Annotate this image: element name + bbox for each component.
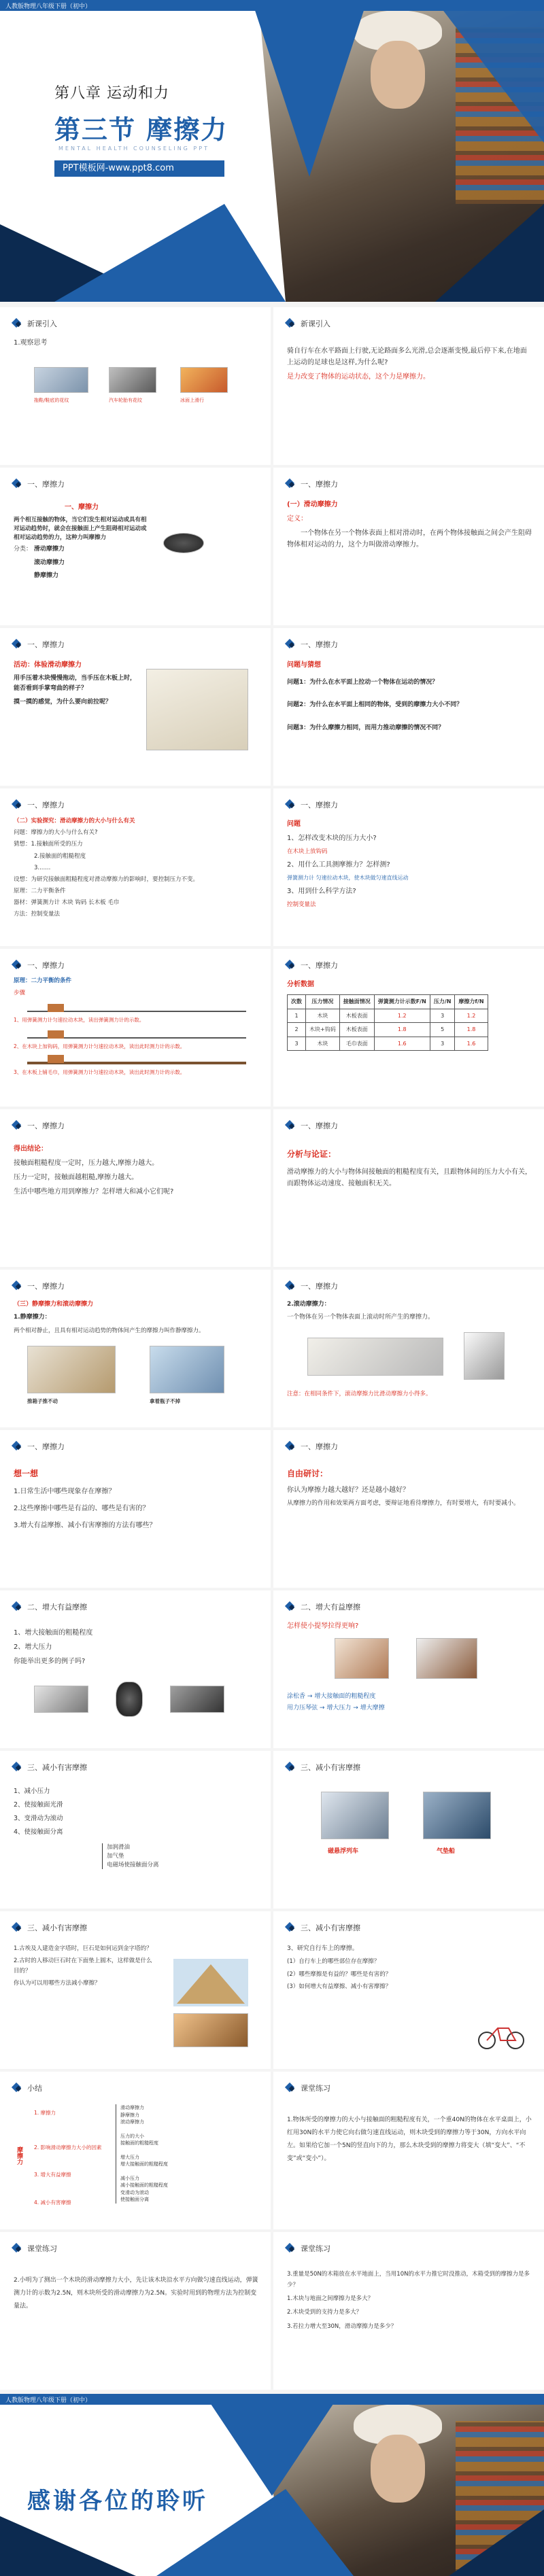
exercise-3: 3.重量是50N的木箱放在水平地面上，当用10N的水平力推它时没推动，木箱受到的摩擦力是多少？ bbox=[287, 2271, 530, 2289]
navy-triangle-br bbox=[435, 204, 544, 302]
board-2 bbox=[27, 1029, 246, 1039]
slide-header: 一、摩擦力 bbox=[301, 801, 338, 810]
slide-26 bbox=[273, 2232, 544, 2390]
slide-header: 一、摩擦力 bbox=[301, 1442, 338, 1451]
slide-11 bbox=[0, 1109, 271, 1267]
rosin-label: 涂松香 bbox=[287, 1693, 306, 1700]
diamond-icon bbox=[286, 1923, 295, 1932]
photo-slippers bbox=[34, 367, 88, 393]
slide-01 bbox=[0, 307, 271, 465]
kind-rolling: 滚动摩擦力 bbox=[34, 559, 65, 566]
slide-07 bbox=[0, 788, 271, 946]
slide-02 bbox=[273, 307, 544, 465]
summary-leaf: 接触面的粗糙程度 bbox=[120, 2140, 158, 2146]
slide-header: 小结 bbox=[27, 2084, 42, 2093]
caption-3: 冰面上滑行 bbox=[180, 398, 204, 403]
activity-text-1: 用手压着木块慢慢拖动，当手压在木板上时，能否看到手掌弯曲的样子？ bbox=[14, 675, 137, 693]
experiment-line: 3....... bbox=[34, 864, 51, 871]
caption-1: 拖鞋/鞋底的花纹 bbox=[34, 398, 69, 403]
summary-leaf: 压力的大小 bbox=[120, 2133, 144, 2139]
diamond-icon bbox=[12, 1762, 22, 1772]
bike-title: 3、研究自行车上的摩擦。 bbox=[287, 1945, 358, 1952]
slide-header: 一、摩擦力 bbox=[301, 1121, 338, 1130]
diamond-icon bbox=[286, 960, 295, 970]
pressure-label: 增大压力 bbox=[326, 1705, 352, 1712]
slide-06 bbox=[273, 628, 544, 786]
question-2: 问题2：为什么在水平面上相同的物体，受到的摩擦力大小不同？ bbox=[287, 701, 463, 709]
end-slide bbox=[0, 2394, 544, 2576]
summary-leaf: 滑动摩擦力 bbox=[120, 2105, 144, 2110]
diamond-icon bbox=[286, 1281, 295, 1291]
experiment-line: 原理：二力平衡条件 bbox=[14, 888, 66, 895]
slide-08 bbox=[273, 788, 544, 946]
slide-19 bbox=[0, 1751, 271, 1909]
diamond-icon bbox=[286, 800, 295, 810]
answer-1: 在木块上放钩码 bbox=[287, 848, 328, 855]
diamond-icon bbox=[12, 319, 22, 328]
summary-node: 3. 增大有益摩擦 bbox=[34, 2172, 71, 2178]
method-magnet: 电磁场使接触面分离 bbox=[107, 1861, 159, 1868]
press-label: 用力压琴弦 bbox=[287, 1705, 318, 1712]
summary-leaf: 静摩擦力 bbox=[120, 2112, 139, 2118]
activity-text-2: 摸一摸的感觉，为什么要向前拉呢？ bbox=[14, 698, 112, 706]
cover-band bbox=[0, 0, 544, 11]
pyramid-q3: 你认为可以用哪些方法减小摩擦？ bbox=[14, 1980, 101, 1987]
summary-leaf: 减小接触面的粗糙程度 bbox=[120, 2182, 168, 2188]
kind-static: 静摩擦力 bbox=[34, 572, 59, 579]
principle-title: 原理：二力平衡的条件 bbox=[14, 977, 72, 984]
experiment-line: 器材：弹簧测力计 木块 钩码 长木板 毛巾 bbox=[14, 899, 120, 907]
slide-header: 新课引入 bbox=[27, 319, 57, 328]
diamond-icon bbox=[286, 1121, 295, 1130]
slide-17 bbox=[0, 1590, 271, 1748]
board-1 bbox=[27, 1003, 246, 1012]
slide-05 bbox=[0, 628, 271, 786]
bike-q3: (3）如何增大有益摩擦、减小有害摩擦？ bbox=[287, 1983, 392, 1991]
increase-1: 1、增大接触面的粗糙程度 bbox=[14, 1629, 93, 1637]
table-header: 摩擦力f/N bbox=[455, 995, 488, 1009]
diamond-icon bbox=[286, 640, 295, 649]
exercise-2: 2.小明为了测出一个木块的滑动摩擦力大小，先让该木块沿水平方向做匀速直线运动，弹簧测力计的示数为2.5N，则木块所受的滑动摩擦力为2.5N。实验时用到的物理方法为控制变量法。 bbox=[14, 2277, 258, 2310]
slide-18: 二、增大有益摩擦 怎样使小提琴拉得更响? 涂松香 → 增大接触面的粗糙程度 用力压琴弦 → 增大压力 → 增大摩擦 bbox=[273, 1590, 544, 1748]
slide-header: 新课引入 bbox=[301, 319, 330, 328]
table-header: 接触面情况 bbox=[339, 995, 374, 1009]
diamond-icon bbox=[12, 800, 22, 810]
caption-bottle: 拿着瓶子不掉 bbox=[150, 1398, 180, 1404]
rolling-title: 2.滚动摩擦力： bbox=[287, 1301, 330, 1308]
slide-header: 一、摩擦力 bbox=[301, 1282, 338, 1291]
reduce-4: 4、使接触面分离 bbox=[14, 1828, 63, 1837]
summary-leaf: 增大压力 bbox=[120, 2154, 139, 2160]
slide-10 bbox=[273, 949, 544, 1107]
end-band-label: 人教版物理八年级下册（初中） bbox=[5, 2397, 92, 2404]
exercise-3-q2: 2.木块受到的支持力是多大？ bbox=[287, 2309, 362, 2316]
slide-header: 一、摩擦力 bbox=[27, 480, 65, 489]
diamond-icon bbox=[12, 1281, 22, 1291]
step-2: 2、在木块上加钩码，用弹簧测力计匀速拉动木块，读出此时测力计的示数。 bbox=[14, 1043, 186, 1049]
question-3: 3、用到什么科学方法? bbox=[287, 888, 356, 896]
table-row: 3 木块 毛巾表面 1.6 3 1.6 bbox=[288, 1037, 488, 1051]
site-label: PPT模板网-www.ppt8.com bbox=[54, 160, 224, 177]
slide-header: 一、摩擦力 bbox=[27, 640, 65, 649]
slide-header: 二、增大有益摩擦 bbox=[27, 1603, 87, 1612]
analysis-title: 分析与论证： bbox=[287, 1149, 337, 1159]
summary-leaf: 变滑动为滚动 bbox=[120, 2189, 149, 2195]
photo-road bbox=[170, 1686, 224, 1713]
cover-subtitle: MENTAL HEALTH COUNSELING PPT bbox=[58, 145, 209, 152]
experiment-line: 问题：摩擦力的大小与什么有关? bbox=[14, 829, 98, 837]
slide-header: 二、增大有益摩擦 bbox=[301, 1603, 360, 1612]
bicycle-image bbox=[477, 2020, 525, 2050]
static-title: （三）静摩擦力和滚动摩擦力 bbox=[14, 1301, 94, 1308]
definition-label: 定义： bbox=[287, 515, 307, 523]
photo-rosin bbox=[416, 1638, 477, 1679]
slide-header: 一、摩擦力 bbox=[301, 961, 338, 970]
slide-header: 课堂练习 bbox=[301, 2244, 330, 2253]
slide-09 bbox=[0, 949, 271, 1107]
photo-tire bbox=[109, 367, 156, 393]
diamond-icon bbox=[286, 1762, 295, 1772]
analysis-text: 滑动摩擦力的大小与物体间接触面的粗糙程度有关，且跟物体间的压力大小有关，而跟物体运动速度、接触面积无关。 bbox=[287, 1168, 532, 1188]
experiment-line: 方法：控制变量法 bbox=[14, 911, 61, 918]
caption-hovercraft: 气垫船 bbox=[437, 1848, 456, 1855]
photo-bottle bbox=[150, 1346, 224, 1393]
answer-3: 控制变量法 bbox=[287, 901, 316, 909]
slide-14 bbox=[273, 1270, 544, 1427]
summary-node: 4. 减小有害摩擦 bbox=[34, 2199, 71, 2206]
static-label: 1.静摩擦力： bbox=[14, 1314, 51, 1321]
definition-text: 两个相互接触的物体，当它们发生相对运动或具有相对运动趋势时，就会在接触面上产生阻碍相对运动或相对运动趋势的力，这种力叫摩擦力 bbox=[14, 517, 147, 541]
think-q1: 1.日常生活中哪些现象存在摩擦？ bbox=[14, 1488, 116, 1496]
photo-hovercraft bbox=[423, 1792, 491, 1839]
kind-sliding: 滑动摩擦力 bbox=[33, 546, 65, 553]
slide-header: 三、减小有害摩擦 bbox=[27, 1924, 87, 1932]
slide-16 bbox=[273, 1430, 544, 1588]
table-row: 1 木块 木板表面 1.2 3 1.2 bbox=[288, 1009, 488, 1023]
step-3: 3、在木板上铺毛巾，用弹簧测力计匀速拉动木块，读出此时测力计的示数。 bbox=[14, 1069, 186, 1076]
reduce-3: 3、变滑动为滚动 bbox=[14, 1815, 63, 1823]
section-title: 第三节 摩擦力 bbox=[54, 115, 228, 145]
diamond-icon bbox=[286, 1602, 295, 1612]
activity-title: 活动：体验滑动摩擦力 bbox=[14, 661, 82, 669]
slide-03 bbox=[0, 468, 271, 625]
question-2: 2、用什么工具测摩擦力？怎样测? bbox=[287, 861, 390, 869]
slide-15 bbox=[0, 1430, 271, 1588]
diamond-icon bbox=[12, 1602, 22, 1612]
caption-push: 推箱子推不动 bbox=[27, 1398, 58, 1404]
increase-2: 2、增大压力 bbox=[14, 1643, 52, 1651]
steps-label: 步骤 bbox=[14, 990, 26, 997]
slide-12 bbox=[273, 1109, 544, 1267]
slide-header: 一、摩擦力 bbox=[301, 480, 338, 489]
photo-ice bbox=[180, 367, 228, 393]
reduce-1: 1、减小压力 bbox=[14, 1788, 50, 1795]
exercise-1: 1.物体所受的摩擦力的大小与接触面的粗糙程度有关，一个重40N的物体在水平桌面上，小红用30N的水平力使它向右做匀速直线运动，则木块受到的摩擦力等于30N，方向水平向左。如果给它加一个5N的竖直向下的力，那么木块受到的摩擦力将变大（填“变大”、“不变”或“变小”）。 bbox=[287, 2117, 532, 2162]
class-label: 分类： bbox=[14, 546, 33, 553]
table-header: 次数 bbox=[288, 995, 306, 1009]
reduce-2: 2、使接触面光滑 bbox=[14, 1801, 63, 1809]
exercise-3-q3: 3.若拉力增大至30N，滑动摩擦力是多少？ bbox=[287, 2322, 397, 2330]
thanks-title: 感谢各位的聆听 bbox=[27, 2488, 208, 2515]
think-q3: 3.增大有益摩擦、减小有害摩擦的方法有哪些？ bbox=[14, 1522, 156, 1530]
diamond-icon bbox=[12, 640, 22, 649]
diamond-icon bbox=[12, 2083, 22, 2093]
cover-slide bbox=[0, 0, 544, 302]
definition-text: 一个物体在另一个物体表面上相对滑动时，在两个物体接触面之间会产生阻碍物体相对运动的力，这个力叫做滑动摩擦力。 bbox=[287, 529, 532, 549]
section-heading: (一）滑动摩擦力 bbox=[287, 501, 338, 508]
photo-shoe bbox=[163, 533, 204, 553]
diamond-icon bbox=[12, 2244, 22, 2253]
table-header: 压力情况 bbox=[306, 995, 340, 1009]
board-3 bbox=[27, 1055, 246, 1064]
experiment-line: 2.接触面的粗糙程度 bbox=[34, 852, 86, 860]
intro-conclusion: 是力改变了物体的运动状态，这个力是摩擦力。 bbox=[287, 373, 430, 381]
slide-23 bbox=[0, 2072, 271, 2229]
roughness-label: 增大接触面的粗糙程度 bbox=[314, 1693, 376, 1700]
diamond-icon bbox=[12, 960, 22, 970]
cover-band-label: 人教版物理八年级下册（初中） bbox=[5, 3, 92, 10]
diamond-icon bbox=[286, 479, 295, 489]
photo-skater bbox=[464, 1332, 505, 1380]
chapter-title: 第八章 运动和力 bbox=[54, 85, 169, 102]
slide-22 bbox=[273, 1911, 544, 2069]
table-header: 弹簧测力计示数F/N bbox=[374, 995, 430, 1009]
conclusion-title: 得出结论： bbox=[14, 1145, 48, 1153]
conclusion-3: 生活中哪些地方用到摩擦力？怎样增大和减小它们呢? bbox=[14, 1188, 174, 1196]
table-header: 压力/N bbox=[430, 995, 455, 1009]
slide-header: 一、摩擦力 bbox=[301, 640, 338, 649]
slide-21 bbox=[0, 1911, 271, 2069]
method-oil: 加润滑油 bbox=[107, 1844, 131, 1851]
experiment-line: 猜想：1.接触面所受的压力 bbox=[14, 841, 83, 848]
table-row: 2 木块+钩码 木板表面 1.8 5 1.8 bbox=[288, 1023, 488, 1037]
summary-leaf: 使接触面分离 bbox=[120, 2197, 149, 2202]
experiment-title: （二）实验探究：滑动摩擦力的大小与什么有关 bbox=[14, 818, 135, 824]
blue-triangle-right bbox=[435, 0, 544, 143]
slide-24 bbox=[273, 2072, 544, 2229]
summary-leaf: 减小压力 bbox=[120, 2175, 139, 2181]
experiment-line: 设想：为研究接触面粗糙程度对滑动摩擦力的影响时，要控制压力不变。 bbox=[14, 875, 199, 883]
slide-20 bbox=[273, 1751, 544, 1909]
slide-header: 三、减小有害摩擦 bbox=[301, 1763, 360, 1772]
photo-push-box bbox=[27, 1346, 116, 1393]
question-1: 问题1：为什么在水平面上拉动一个物体在运动的情况？ bbox=[287, 679, 439, 686]
bike-q2: (2）哪些摩擦是有益的？哪些是有害的？ bbox=[287, 1970, 392, 1978]
pyramid-image bbox=[173, 1959, 248, 2006]
photo-violinist bbox=[335, 1638, 389, 1679]
summary-root: 摩擦力 bbox=[16, 2146, 22, 2165]
photo-hand-sketch bbox=[146, 669, 248, 750]
pyramid-q1: 1.古埃及人建造金字塔时，巨石是如何运到金字塔的？ bbox=[14, 1945, 152, 1952]
violin-question: 怎样使小提琴拉得更响? bbox=[287, 1622, 359, 1630]
slide-header: 三、减小有害摩擦 bbox=[301, 1924, 360, 1932]
summary-leaf: 滚动摩擦力 bbox=[120, 2119, 144, 2125]
diamond-icon bbox=[12, 1923, 22, 1932]
slide-heading: 1.观察思考 bbox=[14, 339, 48, 347]
slide-header: 一、摩擦力 bbox=[27, 1282, 65, 1291]
answer-2: 弹簧测力计 匀速拉动木块，使木块做匀速直线运动 bbox=[287, 875, 409, 882]
diamond-icon bbox=[286, 2083, 295, 2093]
photo-rollers bbox=[173, 2013, 248, 2047]
discussion-title: 自由研讨： bbox=[287, 1469, 328, 1478]
pyramid-q2: 2.古时的人移动巨石时在下面垫上圆木，这样做是什么目的？ bbox=[14, 1957, 152, 1974]
diamond-icon bbox=[286, 1442, 295, 1451]
question-title: 问题与猜想 bbox=[287, 661, 321, 669]
photo-tire bbox=[116, 1682, 143, 1717]
slide-header: 课堂练习 bbox=[301, 2084, 330, 2093]
static-text: 两个相对静止，且具有相对运动趋势的物体间产生的摩擦力叫作静摩擦力。 bbox=[14, 1327, 205, 1334]
slide-header: 一、摩擦力 bbox=[27, 1121, 65, 1130]
rolling-text: 一个物体在另一个物体表面上滚动时所产生的摩擦力。 bbox=[287, 1314, 435, 1321]
section-heading: 一、摩擦力 bbox=[65, 504, 99, 511]
caption-maglev: 磁悬浮列车 bbox=[328, 1848, 359, 1855]
diamond-icon bbox=[12, 1442, 22, 1451]
slide-header: 三、减小有害摩擦 bbox=[27, 1763, 87, 1772]
conclusion-2: 压力一定时，接触面越粗糙,摩擦力越大。 bbox=[14, 1174, 139, 1181]
bike-q1: (1）自行车上的哪些部位存在摩擦？ bbox=[287, 1958, 380, 1966]
think-q2: 2.这些摩擦中哪些是有益的、哪些是有害的？ bbox=[14, 1505, 150, 1513]
slide-header: 一、摩擦力 bbox=[27, 801, 65, 810]
question-title: 问题 bbox=[287, 820, 301, 828]
increase-label: 增大摩擦 bbox=[360, 1705, 385, 1712]
slide-25 bbox=[0, 2232, 271, 2390]
summary-node: 1. 摩擦力 bbox=[34, 2110, 56, 2116]
slide-header: 课堂练习 bbox=[27, 2244, 57, 2253]
diamond-icon bbox=[12, 479, 22, 489]
question-1: 1、怎样改变木块的压力大小? bbox=[287, 835, 377, 842]
intro-paragraph: 骑自行车在水平路面上行驶,无论路面多么光滑,总会逐渐变慢,最后停下来,在地面上运动的足球也是这样,为什么呢? bbox=[287, 347, 527, 366]
question-3: 问题3：为什么摩擦力相同，而用力推动摩擦的情况不同？ bbox=[287, 724, 445, 731]
exercise-3-q1: 1.木块与地面之间摩擦力是多大？ bbox=[287, 2295, 374, 2303]
summary-node: 2. 影响滑动摩擦力大小的因素 bbox=[34, 2144, 102, 2151]
caption-2: 汽车轮胎有花纹 bbox=[109, 398, 142, 403]
increase-question: 你能举出更多的例子吗? bbox=[14, 1658, 86, 1665]
think-title: 想一想 bbox=[14, 1469, 39, 1478]
rolling-note: 注意：在相同条件下，滚动摩擦力比滑动摩擦力小得多。 bbox=[287, 1391, 432, 1397]
photo-rolling bbox=[307, 1338, 443, 1376]
step-1: 1、用弹簧测力计匀速拉动木块，读出弹簧测力计的示数。 bbox=[14, 1016, 145, 1023]
diamond-icon bbox=[12, 1121, 22, 1130]
data-table bbox=[287, 994, 488, 1051]
slide-04 bbox=[273, 468, 544, 625]
diamond-icon bbox=[286, 2244, 295, 2253]
discussion-q: 你认为摩擦力越大越好？还是越小越好？ bbox=[287, 1486, 409, 1495]
slide-13 bbox=[0, 1270, 271, 1427]
table-title: 分析数据 bbox=[287, 981, 314, 988]
photo-maglev bbox=[321, 1792, 389, 1839]
end-band bbox=[0, 2394, 544, 2405]
photo-shoe-sole bbox=[34, 1686, 88, 1713]
diamond-icon bbox=[286, 319, 295, 328]
slide-header: 一、摩擦力 bbox=[27, 1442, 65, 1451]
conclusion-1: 接触面粗糙程度一定时，压力越大,摩擦力越大。 bbox=[14, 1160, 159, 1167]
discussion-text: 从摩擦力的作用和效果两方面考虑，要辩证地看待摩擦力，有时要增大，有时要减小。 bbox=[287, 1500, 520, 1508]
slide-header: 一、摩擦力 bbox=[27, 961, 65, 970]
summary-leaf: 增大接触面的粗糙程度 bbox=[120, 2161, 168, 2167]
method-air: 加气垫 bbox=[107, 1852, 124, 1860]
